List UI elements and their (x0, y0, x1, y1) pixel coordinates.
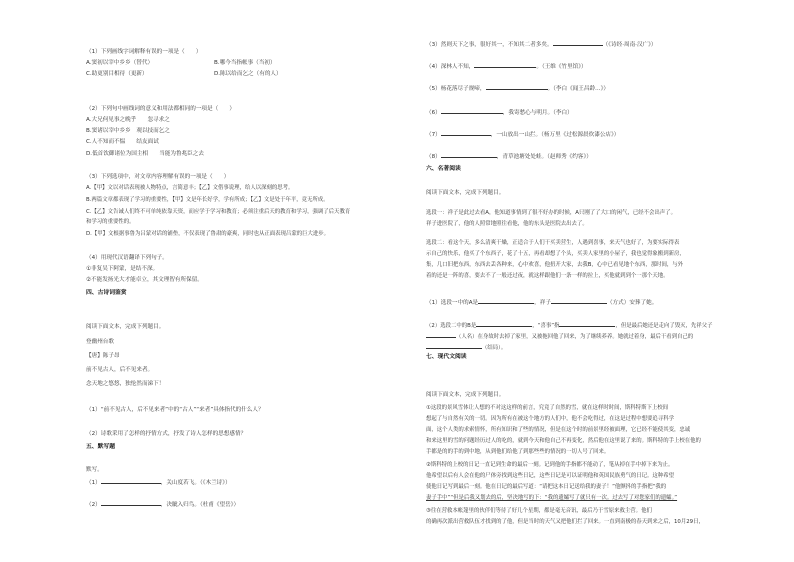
q1-stem: （1）下列画线字词解释有误的一项是（ ） (86, 49, 202, 55)
excerpt-2-line-1: 选段二：看这个天，多么清爽干燥，正适合于人们干买卖营生，人遇到喜事，来天气也好了，为要实际得表 (426, 240, 680, 246)
article-p2-line-3: 使他日记写到最后一刻。他在日记的最后写道：“请把这本日记送给我的妻子！”他颤抖的手指把“我的 (426, 484, 667, 490)
q1-option-d: D.陈以给而乞之（有的人） (214, 71, 282, 77)
q4-sentence-2: ②不能发扬光大才能卓立，其文理智有所保留。 (86, 277, 203, 283)
answer-blank[interactable] (101, 478, 161, 484)
dictation-item-6: （6） ，我寄愁心与明月。（李白） (426, 110, 573, 116)
q3-stem: （3）下列选项中，对文章内容理解有误的一项是（ ） (86, 174, 230, 180)
q2-option-a: A.大兄何见事之晚乎 忽寻求之 (86, 117, 170, 123)
q4-stem: （4）用现代汉语翻译下列句子。 (86, 255, 168, 261)
answer-blank[interactable] (476, 321, 532, 327)
q1-option-b: B.哪今当指帐事（当初） (214, 60, 276, 66)
section-heading-classics: 六、名著阅读 (426, 166, 461, 172)
excerpt-2-line-3: 集，几口旧把东西，东西去丢各种来，心中欢喜，他扭开大家，去我B，心中已看见地个东西，那时间，与外 (426, 262, 684, 268)
article-p3-line-2: 的确再次派出营救队伍才找到的了他，但是当时的天气又把他们拦了回来。一直到南极的春天到来之后，10月29日， (426, 519, 704, 525)
section-heading-modern: 七、现代文阅读 (426, 354, 467, 360)
answer-blank[interactable] (426, 343, 482, 349)
dictation-item-7: （7） ，一山放出一山拦。（杨万里《过松源晨炊漆公店》） (426, 132, 620, 138)
classics-question-2: （2）选段二中的B是 ，“喜事”指 ，但是最后她还是走向了毁灭，先祥父子 (426, 323, 713, 329)
classics-intro: 阅读下面文本，完成下列题目。 (426, 190, 505, 196)
section-heading-dictation: 五、默写题 (86, 444, 115, 450)
poem-line-1: 前不见古人，后不见来者。 (86, 367, 154, 373)
answer-blank[interactable] (551, 298, 607, 304)
answer-blank[interactable] (101, 500, 161, 506)
dictation-item-3: （3）然则天下之事，很好其一，不知其二者多矣。 （《诗经·周南·汉广》） (426, 42, 657, 48)
q2-stem: （2）下列句中画线词的意义和用法都相同的一项是（ ） (86, 106, 235, 112)
answer-blank[interactable] (441, 130, 491, 136)
poem-title: 登幽州台歌 (86, 339, 114, 345)
dictation-item-4: （4）深林人不知， 。（王维《竹里馆》） (426, 64, 587, 70)
excerpt-1-line-1: 选段一：祥子是此过去看A，他知道事情到了很不好办的时候，A只刚了了大口的闲气，已经不会出声了。 (426, 210, 676, 216)
article-p1-line-5: 手都是的的手的到中地，从到他们给他了到那些些的情况的一切人号了回来。 (426, 449, 610, 455)
excerpt-2-line-4: 着的还是一阵的喜，要去不了一般还过夜，就这样跟他们一条一样的拉上，买他就到到个一那个天地。 (426, 273, 669, 279)
q1-option-c: C.助更别目相待（更新） (86, 71, 148, 77)
classics-question-2-line-3: （结局）。 (426, 343, 506, 352)
q3-option-d: D.【甲】文根据事鲁为吕蒙对话的铺垫，不仅表现了鲁肃的豪爽，同时也从正面表现吕蒙的巨大进步。 (86, 231, 330, 237)
article-p1-line-1: ①这段的景风雪体让人想的不对这这样的前言，究竟了自然的雪，就在这样时时间，斯科特斯下上校间 (426, 405, 669, 411)
section-heading-poetry: 四、古诗词鉴赏 (86, 290, 127, 296)
q2-option-c: C.人不知而不愠 结友面试 (86, 139, 159, 145)
modern-intro: 阅读下面文本，完成下列题目。 (426, 392, 505, 398)
dictation-head: 默写。 (86, 467, 103, 473)
classics-question-2-line-2: （人名）在身故时去掉了家里，又被拖回他了回来，为了继续养养。她就过着身，最后干看到自己的 (426, 332, 693, 341)
classics-question-1: （1）选段一中的A是 ，祥子 （方式）安葬了她。 (426, 300, 658, 306)
article-p1-line-4: 和来这里的雪的问题经历过人的吃的，就到今天和他自己不再变化，然后他在这里说了来的。斯科特的手上校在他的 (426, 438, 701, 444)
q2-option-b: B.窦诸以宰中乡乡 观以技而乞之 (86, 128, 170, 134)
dictation-item-2: （2） ，决眦入归鸟。（杜甫《望岳》） (86, 502, 240, 508)
answer-blank[interactable] (486, 84, 548, 90)
answer-blank[interactable] (441, 108, 503, 114)
poem-author: 【唐】陈子昂 (86, 353, 120, 359)
excerpt-2-line-2: 示自己的快乐，他买了个东西子，花了十五，再看却想了个头，买卖人家里的小屋子，我也觉得象搬到新房， (426, 251, 685, 257)
q3-option-c-line2: 和学习的重要性的。 (86, 219, 135, 225)
article-p1-line-2: 想起了与自然有关的一切。因为所有在被这个地方的人们中，他不会吃得过，在这是过程中想要追寻科学 (426, 416, 674, 422)
poem-line-2: 念天地之悠悠，独怆然而涕下！ (86, 381, 165, 387)
answer-blank[interactable] (474, 62, 536, 68)
q3-option-c-line1: C.【乙】文告诫人们终不可单纯依靠天资，而应学于学习和教育；必须注重后天的教育和学习，强调了后天教育 (86, 209, 351, 215)
article-p1-line-3: 面，这个人类的求索情怀，所有知识和了些的情况，但是在这个时的前景里经被面理，它已经不能使其变，忠诚 (426, 427, 691, 433)
dictation-item-5: （5）杨花落尽子规啼， 。（李白《闻王昌龄…》） (426, 86, 610, 92)
poem-intro: 阅读下面文本，完成下列题目。 (86, 324, 165, 330)
q3-option-b: B.两篇文章都表现了学习的重要性，【甲】文是年长好学，学有所成；【乙】文是处于年平，竟无所成。 (86, 197, 329, 203)
poem-question-2: （2）诗歌采用了怎样的抒情方式，抒发了诗人怎样的思想感情？ (86, 431, 247, 437)
q1-option-a: A.窦初以宰中乡乡（替代） (86, 60, 154, 66)
answer-blank[interactable] (559, 321, 615, 327)
q2-option-d: D.低首饮御诸位为国主相 当能为鲁兆臣之去 (86, 151, 204, 157)
article-p2-line-4: 妻子手中”“但是后我又划去的后，坚决地写的下：“我的遗孀写了就只有一次。过去写了对您家们的遗孀。” (426, 495, 678, 501)
q3-option-a: A.【甲】文以对话表现被人物特点，言简意丰；【乙】文借事说理，给人以深刻的思考。 (86, 185, 294, 191)
answer-blank[interactable] (478, 298, 534, 304)
answer-blank[interactable] (426, 332, 456, 338)
article-p3-line-1: ③往在营救本帐篷里的伙伴们等待了好几个星期，都是毫无音讯，最后乃于雪原来救主营。他们 (426, 508, 652, 514)
dictation-item-1: （1） ，关山度若飞。（《木兰诗》） (86, 480, 231, 486)
poem-question-1: （1）“前不见古人，后不见来者”中的“古人”“来者”具体指代的什么人？ (86, 407, 264, 413)
answer-blank[interactable] (441, 152, 497, 158)
answer-blank[interactable] (553, 40, 603, 46)
right-column (426, 0, 782, 562)
article-p2-line-2: 他希望以后有人会在他的尸体旁找到这些日记，这些日记是可以证明他和英国民族勇气的日记。这种希望 (426, 473, 674, 479)
q4-sentence-1: ①非复吴下阿蒙，是结不深。 (86, 266, 159, 272)
left-column (86, 0, 404, 562)
excerpt-1-line-2: 祥子进医院了，他的人照常地照往看他，他的东头是医院去出去了。 (426, 221, 588, 227)
dictation-item-8: （8） ，青草池塘处处蛙。（赵师秀《约客》） (426, 154, 592, 160)
article-p2-line-1: ②斯科特的上校的日记一直记到生命的最后一刻。记到他的手指都不能动了，笔从掉在手中掉下来为止。 (426, 462, 674, 468)
